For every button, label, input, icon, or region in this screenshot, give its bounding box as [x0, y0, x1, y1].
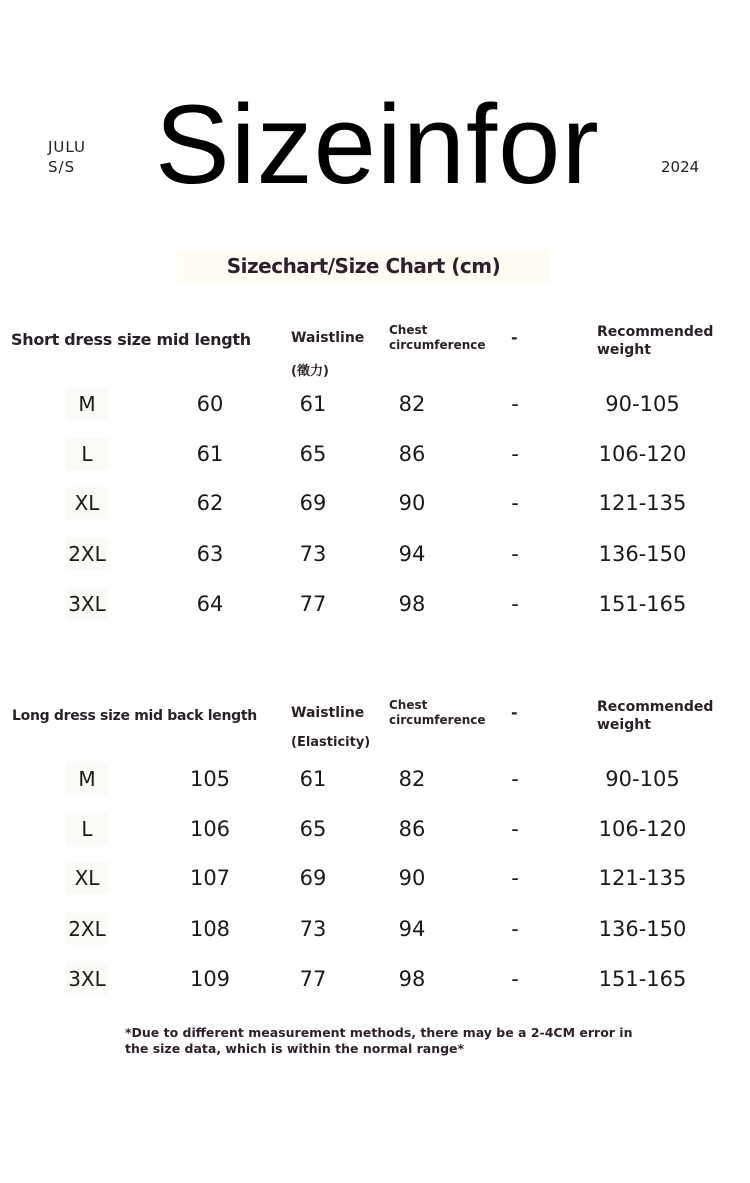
- chest-header-line1: Chest: [389, 698, 428, 712]
- size-cell: L: [66, 813, 108, 845]
- table-row: [0, 862, 750, 894]
- measurement-note: *Due to different measurement methods, there may be a 2-4CM error in the size data, which is within the normal range*: [125, 1025, 633, 1056]
- chest-cell: 86: [398, 442, 426, 466]
- chest-header-line1: Chest: [389, 323, 428, 337]
- table-row: [0, 438, 750, 470]
- chest-cell: 90: [398, 491, 426, 515]
- length-cell: 109: [189, 967, 231, 991]
- size-cell: 3XL: [66, 588, 108, 620]
- table-row: [0, 813, 750, 845]
- rec-header-line2: weight: [597, 342, 651, 358]
- weight-cell: 106-120: [598, 817, 687, 841]
- column-header-waistline-note: (Elasticity): [291, 735, 371, 750]
- chest-cell: 94: [398, 917, 426, 941]
- column-header-waistline: Waistline: [291, 705, 365, 721]
- weight-cell: 151-165: [598, 592, 687, 616]
- size-cell: M: [66, 388, 108, 420]
- length-cell: 64: [196, 592, 224, 616]
- waist-cell: 77: [299, 967, 327, 991]
- chest-header-line2: circumference: [389, 713, 486, 727]
- length-cell: 61: [196, 442, 224, 466]
- year-label: 2024: [661, 158, 700, 176]
- dash-cell: -: [511, 767, 519, 791]
- waist-cell: 65: [299, 442, 327, 466]
- waist-cell: 73: [299, 917, 327, 941]
- table-row: [0, 487, 750, 519]
- waist-cell: 69: [299, 866, 327, 890]
- rec-header-line1: Recommended: [597, 324, 714, 340]
- size-cell: XL: [66, 862, 108, 894]
- table-row: [0, 538, 750, 570]
- dash-cell: -: [511, 866, 519, 890]
- dash-cell: -: [511, 592, 519, 616]
- chest-cell: 82: [398, 767, 426, 791]
- length-cell: 107: [189, 866, 231, 890]
- table-row: [0, 763, 750, 795]
- weight-cell: 90-105: [605, 767, 680, 791]
- length-cell: 60: [196, 392, 224, 416]
- subtitle-banner: [177, 250, 550, 284]
- length-cell: 62: [196, 491, 224, 515]
- column-header-chest: [389, 323, 486, 353]
- column-header-waistline-note: (徵力): [291, 364, 329, 379]
- chart-subtitle: Sizechart/Size Chart (cm): [226, 254, 501, 278]
- length-cell: 63: [196, 542, 224, 566]
- waist-cell: 61: [299, 767, 327, 791]
- column-header-dash: -: [511, 703, 518, 722]
- dash-cell: -: [511, 442, 519, 466]
- chest-cell: 82: [398, 392, 426, 416]
- brand-label: [48, 137, 86, 177]
- column-header-recommended-weight: [597, 323, 713, 359]
- rec-header-line2: weight: [597, 717, 651, 733]
- rec-header-line1: Recommended: [597, 699, 714, 715]
- chest-cell: 86: [398, 817, 426, 841]
- table-row: [0, 388, 750, 420]
- page-title: Sizeinfor: [155, 82, 600, 207]
- dash-cell: -: [511, 542, 519, 566]
- chest-cell: 94: [398, 542, 426, 566]
- size-cell: 2XL: [66, 538, 108, 570]
- chest-cell: 98: [398, 967, 426, 991]
- column-header-dash: -: [511, 328, 518, 347]
- dash-cell: -: [511, 491, 519, 515]
- column-header-recommended-weight: [597, 698, 713, 734]
- dash-cell: -: [511, 917, 519, 941]
- weight-cell: 136-150: [598, 917, 687, 941]
- weight-cell: 90-105: [605, 392, 680, 416]
- weight-cell: 121-135: [598, 866, 687, 890]
- chest-cell: 90: [398, 866, 426, 890]
- weight-cell: 121-135: [598, 491, 687, 515]
- column-header-chest: [389, 698, 486, 728]
- column-header-dress-length: Long dress size mid back length: [12, 708, 257, 724]
- dash-cell: -: [511, 967, 519, 991]
- size-cell: 2XL: [66, 913, 108, 945]
- dash-cell: -: [511, 392, 519, 416]
- brand-season: S/S: [48, 158, 76, 176]
- column-header-dress-length: Short dress size mid length: [11, 330, 251, 349]
- weight-cell: 106-120: [598, 442, 687, 466]
- size-cell: 3XL: [66, 963, 108, 995]
- waist-cell: 61: [299, 392, 327, 416]
- table-row: [0, 963, 750, 995]
- column-header-waistline: Waistline: [291, 330, 365, 346]
- brand-name: JULU: [48, 138, 86, 156]
- waist-cell: 77: [299, 592, 327, 616]
- waist-cell: 65: [299, 817, 327, 841]
- dash-cell: -: [511, 817, 519, 841]
- chest-cell: 98: [398, 592, 426, 616]
- size-cell: XL: [66, 487, 108, 519]
- table-row: [0, 588, 750, 620]
- table-row: [0, 913, 750, 945]
- size-cell: L: [66, 438, 108, 470]
- length-cell: 108: [189, 917, 231, 941]
- weight-cell: 151-165: [598, 967, 687, 991]
- chest-header-line2: circumference: [389, 338, 486, 352]
- size-cell: M: [66, 763, 108, 795]
- waist-cell: 69: [299, 491, 327, 515]
- weight-cell: 136-150: [598, 542, 687, 566]
- waist-cell: 73: [299, 542, 327, 566]
- length-cell: 105: [189, 767, 231, 791]
- length-cell: 106: [189, 817, 231, 841]
